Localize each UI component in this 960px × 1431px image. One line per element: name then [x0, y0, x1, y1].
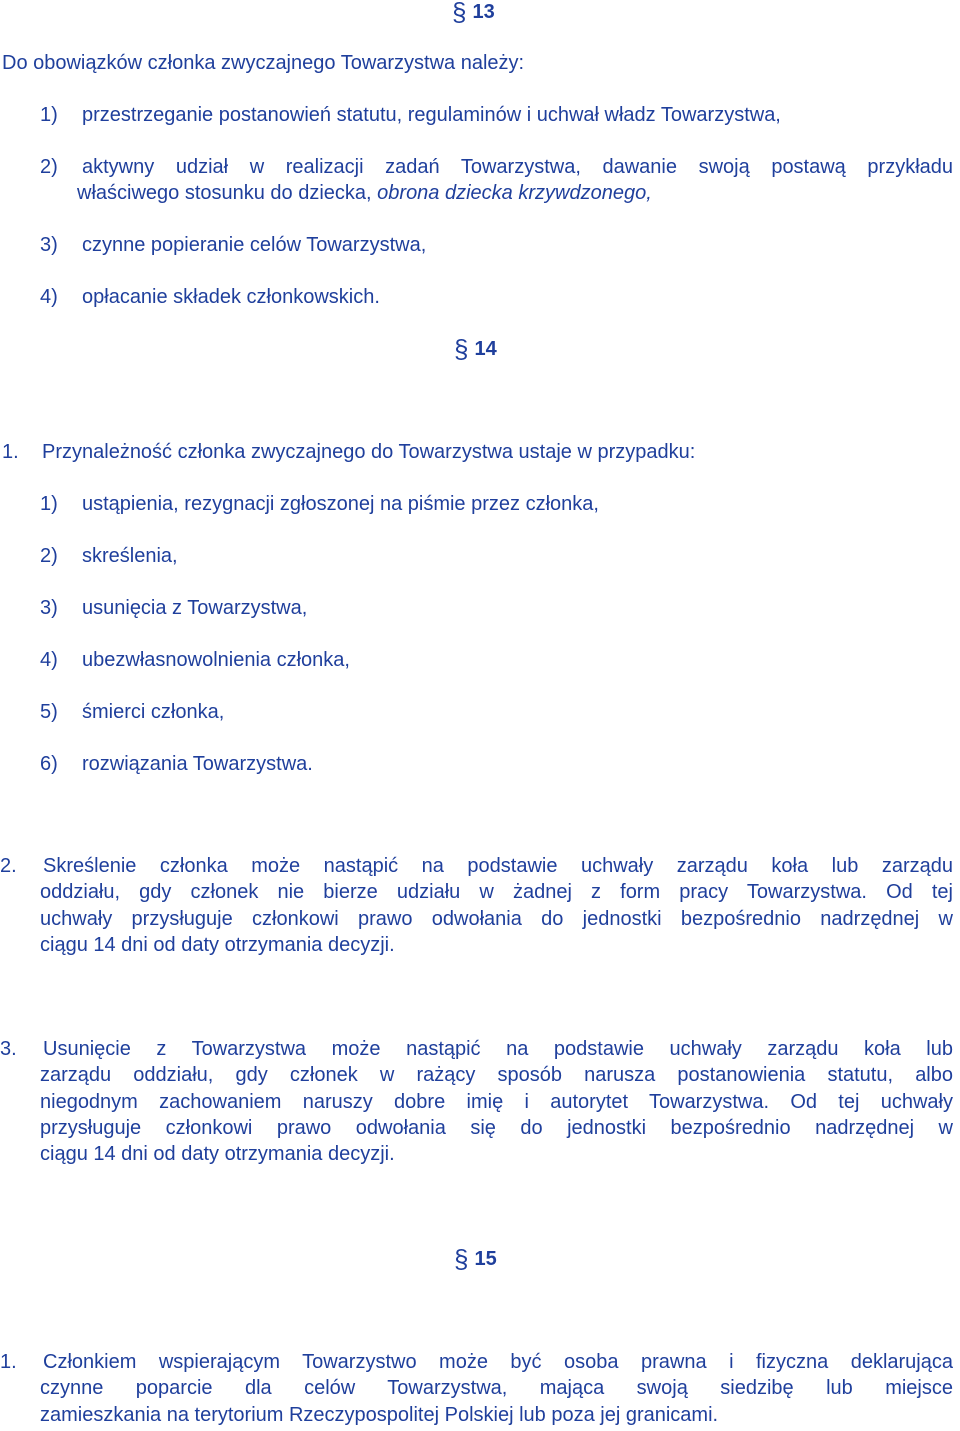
list-item-continuation: właściwego stosunku do dziecka, obrona dziecka krzywdzonego,: [77, 182, 652, 204]
section-sign-icon: §: [454, 334, 469, 364]
section-15-heading: § 15: [454, 1244, 497, 1274]
section-13-heading: § 13: [452, 0, 495, 25]
section-14-point-2-number: 2.: [0, 855, 17, 877]
section-sign-icon: §: [452, 0, 467, 27]
list-item: 3) czynne popieranie celów Towarzystwa,: [40, 234, 427, 256]
section-14-point-2-text: Skreślenie członka może nastąpić na podstawie uchwały zarządu koła lub zarządu oddziału, gdy członek nie bierze udziału w żadnej z form pracy Towarzystwa. Od tej uchwały przysługuje członkowi prawo odwołania do jednostki bezpośrednio nadrzędnej w ciągu 14 dni od daty otrzymania decyzji.: [40, 855, 953, 956]
list-item: 1) przestrzeganie postanowień statutu, regulaminów i uchwał władz Towarzystwa,: [40, 104, 781, 126]
list-item: 6) rozwiązania Towarzystwa.: [40, 753, 313, 775]
section-sign-icon: §: [454, 1244, 469, 1274]
list-item: 2) aktywny udział w realizacji zadań Towarzystwa, dawanie swoją postawą przykładu: [40, 156, 953, 178]
list-item: 1) ustąpienia, rezygnacji zgłoszonej na piśmie przez członka,: [40, 493, 599, 515]
section-14-point-3-number: 3.: [0, 1038, 17, 1060]
list-item: 3) usunięcia z Towarzystwa,: [40, 597, 308, 619]
section-14-point-3-text: Usunięcie z Towarzystwa może nastąpić na podstawie uchwały zarządu koła lub zarządu oddziału, gdy członek w rażący sposób narusza postanowienia statutu, albo niegodnym zachowaniem naruszy dobre imię i autorytet Towarzystwa. Od tej uchwały przysługuje członkowi prawo odwołania się do jednostki bezpośrednio nadrzędnej w ciągu 14 dni od daty otrzymania decyzji.: [40, 1038, 953, 1166]
list-item: 5) śmierci członka,: [40, 701, 225, 723]
section-15-point-1-text: Członkiem wspierającym Towarzystwo może być osoba prawna i fizyczna deklarująca czynne poparcie dla celów Towarzystwa, mająca swoją siedzibę lub miejsce zamieszkania na terytorium Rzeczypospolitej Polskiej lub poza jej granicami.: [40, 1351, 953, 1426]
list-item: 4) opłacanie składek członkowskich.: [40, 286, 380, 308]
section-14-point-1: 1. Przynależność członka zwyczajnego do Towarzystwa ustaje w przypadku:: [2, 441, 696, 463]
section-14-heading: § 14: [454, 334, 497, 364]
section-13-intro: Do obowiązków członka zwyczajnego Towarzystwa należy:: [2, 52, 525, 74]
list-item: 4) ubezwłasnowolnienia członka,: [40, 649, 350, 671]
list-item: 2) skreślenia,: [40, 545, 178, 567]
section-15-point-1-number: 1.: [0, 1351, 17, 1373]
